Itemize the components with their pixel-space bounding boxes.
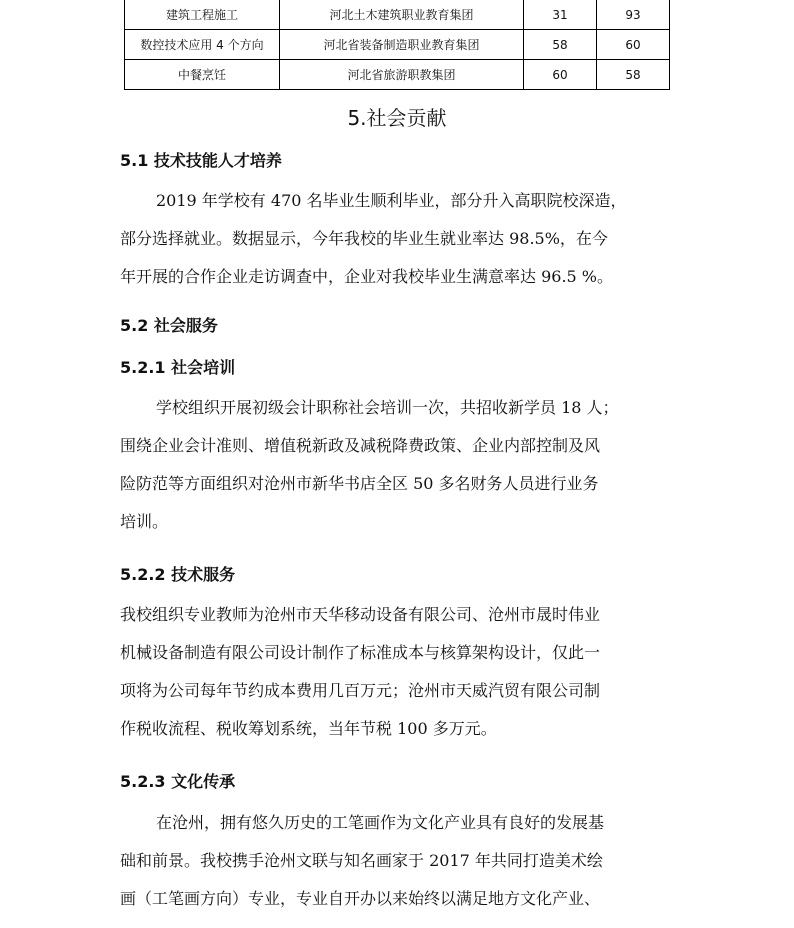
- count-cell: 58: [597, 60, 670, 90]
- majors-table: [124, 0, 670, 90]
- table-row: [125, 0, 670, 30]
- group-cell: 河北土木建筑职业教育集团: [280, 0, 524, 30]
- paragraph-line: 年开展的合作企业走访调查中，企业对我校毕业生满意率达 96.5 %。: [120, 267, 614, 286]
- group-cell: 河北省装备制造职业教育集团: [280, 30, 524, 60]
- paragraph-line: 机械设备制造有限公司设计制作了标准成本与核算架构设计，仅此一: [120, 643, 601, 662]
- section-title: 5.社会贡献: [347, 106, 447, 130]
- paragraph-5-2-1: [120, 389, 680, 541]
- paragraph-line: 我校组织专业教师为沧州市天华移动设备有限公司、沧州市晟时伟业: [120, 605, 601, 624]
- paragraph-line: 础和前景。我校携手沧州文联与知名画家于 2017 年共同打造美术绘: [120, 851, 603, 870]
- table-row: [125, 30, 670, 60]
- count-cell: 58: [524, 30, 597, 60]
- major-cell: 数控技术应用 4 个方向: [125, 30, 280, 60]
- paragraph-5-2-2: [120, 596, 680, 748]
- heading-5-2-1: 5.2.1 社会培训: [120, 358, 236, 377]
- count-cell: 60: [597, 30, 670, 60]
- paragraph-line: 2019 年学校有 470 名毕业生顺利毕业，部分升入高职院校深造，: [156, 191, 627, 210]
- paragraph-line: 在沧州，拥有悠久历史的工笔画作为文化产业具有良好的发展基: [156, 813, 605, 832]
- heading-5-1: 5.1 技术技能人才培养: [120, 151, 282, 170]
- paragraph-line: 作税收流程、税收筹划系统，当年节税 100 多万元。: [120, 719, 497, 738]
- heading-5-2: 5.2 社会服务: [120, 316, 218, 335]
- table-row: [125, 60, 670, 90]
- count-cell: 60: [524, 60, 597, 90]
- major-cell: 中餐烹饪: [125, 60, 280, 90]
- paragraph-line: 围绕企业会计准则、增值税新政及减税降费政策、企业内部控制及风: [120, 436, 601, 455]
- paragraph-line: 险防范等方面组织对沧州市新华书店全区 50 多名财务人员进行业务: [120, 474, 599, 493]
- paragraph-line: 学校组织开展初级会计职称社会培训一次，共招收新学员 18 人；: [156, 398, 619, 417]
- group-cell: 河北省旅游职教集团: [280, 60, 524, 90]
- paragraph-5-2-3: [120, 804, 680, 918]
- major-cell: 建筑工程施工: [125, 0, 280, 30]
- paragraph-line: 培训。: [120, 512, 169, 531]
- paragraph-line: 项将为公司每年节约成本费用几百万元；沧州市天威汽贸有限公司制: [120, 681, 601, 700]
- heading-5-2-3: 5.2.3 文化传承: [120, 772, 236, 791]
- count-cell: 93: [597, 0, 670, 30]
- count-cell: 31: [524, 0, 597, 30]
- paragraph-line: 部分选择就业。数据显示，今年我校的毕业生就业率达 98.5%，在今: [120, 229, 608, 248]
- heading-5-2-2: 5.2.2 技术服务: [120, 565, 236, 584]
- paragraph-line: 画（工笔画方向）专业，专业自开办以来始终以满足地方文化产业、: [120, 889, 601, 908]
- paragraph-5-1: [120, 182, 680, 296]
